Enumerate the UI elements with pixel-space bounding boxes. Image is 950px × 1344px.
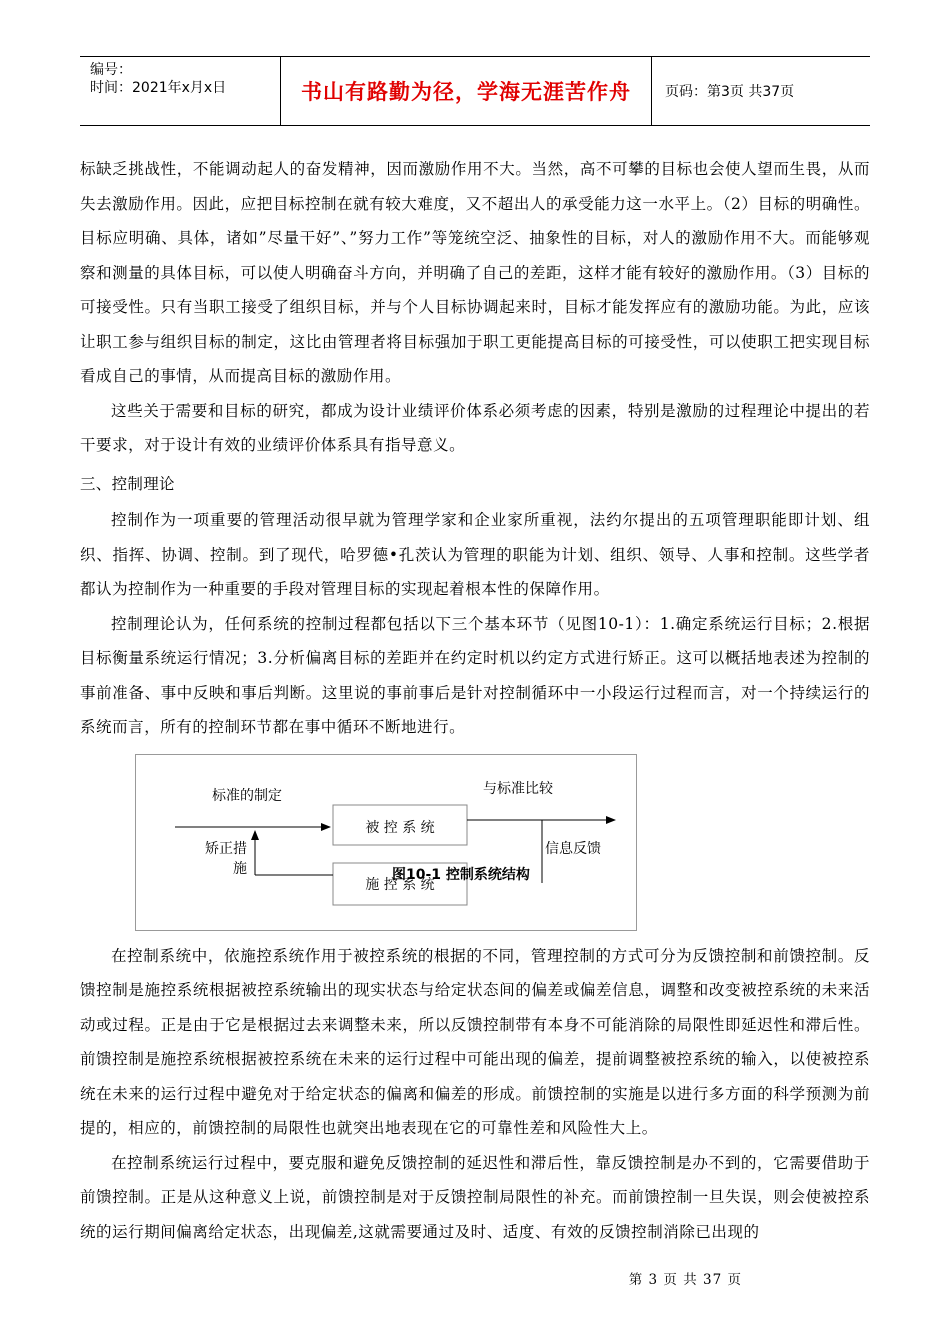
paragraph-4: 控制理论认为，任何系统的控制过程都包括以下三个基本环节（见图10-1）：1.确定系统运行目标；2.根据目标衡量系统运行情况；3.分析偏离目标的差距并在约定时机以约定方式进行矫正。这可以概括地表述为控制的事前准备、事中反映和事后判断。这里说的事前事后是针对控制循环中一小段运行过程而言，对一个持续运行的系统而言，所有的控制环节都在事中循环不断地进行。 — [80, 614, 870, 736]
paragraph-5: 在控制系统中，依施控系统作用于被控系统的根据的不同，管理控制的方式可分为反馈控制和前馈控制。反馈控制是施控系统根据被控系统输出的现实状态与给定状态间的偏差或偏差信息，调整和改变被控系统的未来活动或过程。正是由于它是根据过去来调整未来，所以反馈控制带有本身不可能消除的局限性即延迟性和滞后性。前馈控制是施控系统根据被控系统在未来的运行过程中可能出现的偏差，提前调整被控系统的输入，以使被控系统在未来的运行过程中避免对于给定状态的偏离和偏差的形成。前馈控制的实施是以进行多方面的科学预测为前提的，相应的，前馈控制的局限性也就突出地表现在它的可靠性差和风险性大上。 — [80, 946, 870, 1137]
header-motto: 书山有路勤为径，学海无涯苦作舟 — [280, 57, 652, 125]
control-system-diagram — [80, 745, 870, 939]
diagram-caption: 图10-1 控制系统结构 — [392, 866, 530, 883]
diagram-svg — [80, 745, 870, 939]
page-footer: 第 3 页 共 37 页 — [628, 1272, 742, 1288]
controlling-system-label: 施 控 系 统 — [365, 876, 435, 893]
paragraph-2: 这些关于需要和目标的研究，都成为设计业绩评价体系必须考虑的因素，特别是激励的过程理论中提出的若干要求，对于设计有效的业绩评价体系具有指导意义。 — [80, 401, 870, 454]
section-heading: 三、控制理论 — [80, 474, 175, 493]
header-time-label: 时间：2021年x月x日 — [90, 80, 227, 96]
correction-label-2: 施 — [233, 860, 247, 877]
page-header — [80, 56, 870, 126]
compare-label: 与标准比较 — [483, 780, 553, 797]
correction-label-1: 矫正措 — [205, 840, 247, 857]
header-meta — [90, 61, 226, 97]
controlled-system-label: 被 控 系 统 — [365, 819, 435, 836]
standard-label: 标准的制定 — [212, 787, 282, 804]
paragraph-6: 在控制系统运行过程中，要克服和避免反馈控制的延迟性和滞后性，靠反馈控制是办不到的，它需要借助于前馈控制。正是从这种意义上说，前馈控制是对于反馈控制局限性的补充。而前馈控制一旦失误，则会使被控系统的运行期间偏离给定状态，出现偏差,这就需要通过及时、适度、有效的反馈控制消除已出现的 — [80, 1153, 870, 1241]
feedback-label: 信息反馈 — [545, 840, 601, 857]
paragraph-1: 标缺乏挑战性，不能调动起人的奋发精神，因而激励作用不大。当然，高不可攀的目标也会使人望而生畏，从而失去激励作用。因此，应把目标控制在就有较大难度，又不超出人的承受能力这一水平上。（2）目标的明确性。目标应明确、具体，诸如”尽量干好”、”努力工作”等笼统空泛、抽象性的目标，对人的激励作用不大。而能够观察和测量的具体目标，可以使人明确奋斗方向，并明确了自己的差距，这样才能有较好的激励作用。（3）目标的可接受性。只有当职工接受了组织目标，并与个人目标协调起来时，目标才能发挥应有的激励功能。为此，应该让职工参与组织目标的制定，这比由管理者将目标强加于职工更能提高目标的可接受性，可以使职工把实现目标看成自己的事情，从而提高目标的激励作用。 — [80, 160, 870, 385]
header-page-code: 页码：第3页 共37页 — [665, 84, 795, 100]
paragraph-3: 控制作为一项重要的管理活动很早就为管理学家和企业家所重视，法约尔提出的五项管理职能即计划、组织、指挥、协调、控制。到了现代，哈罗德•孔茨认为管理的职能为计划、组织、领导、人事和控制。这些学者都认为控制作为一种重要的手段对管理目标的实现起着根本性的保障作用。 — [80, 511, 870, 598]
header-number-label: 编号： — [90, 62, 132, 78]
document-body — [80, 152, 870, 1249]
